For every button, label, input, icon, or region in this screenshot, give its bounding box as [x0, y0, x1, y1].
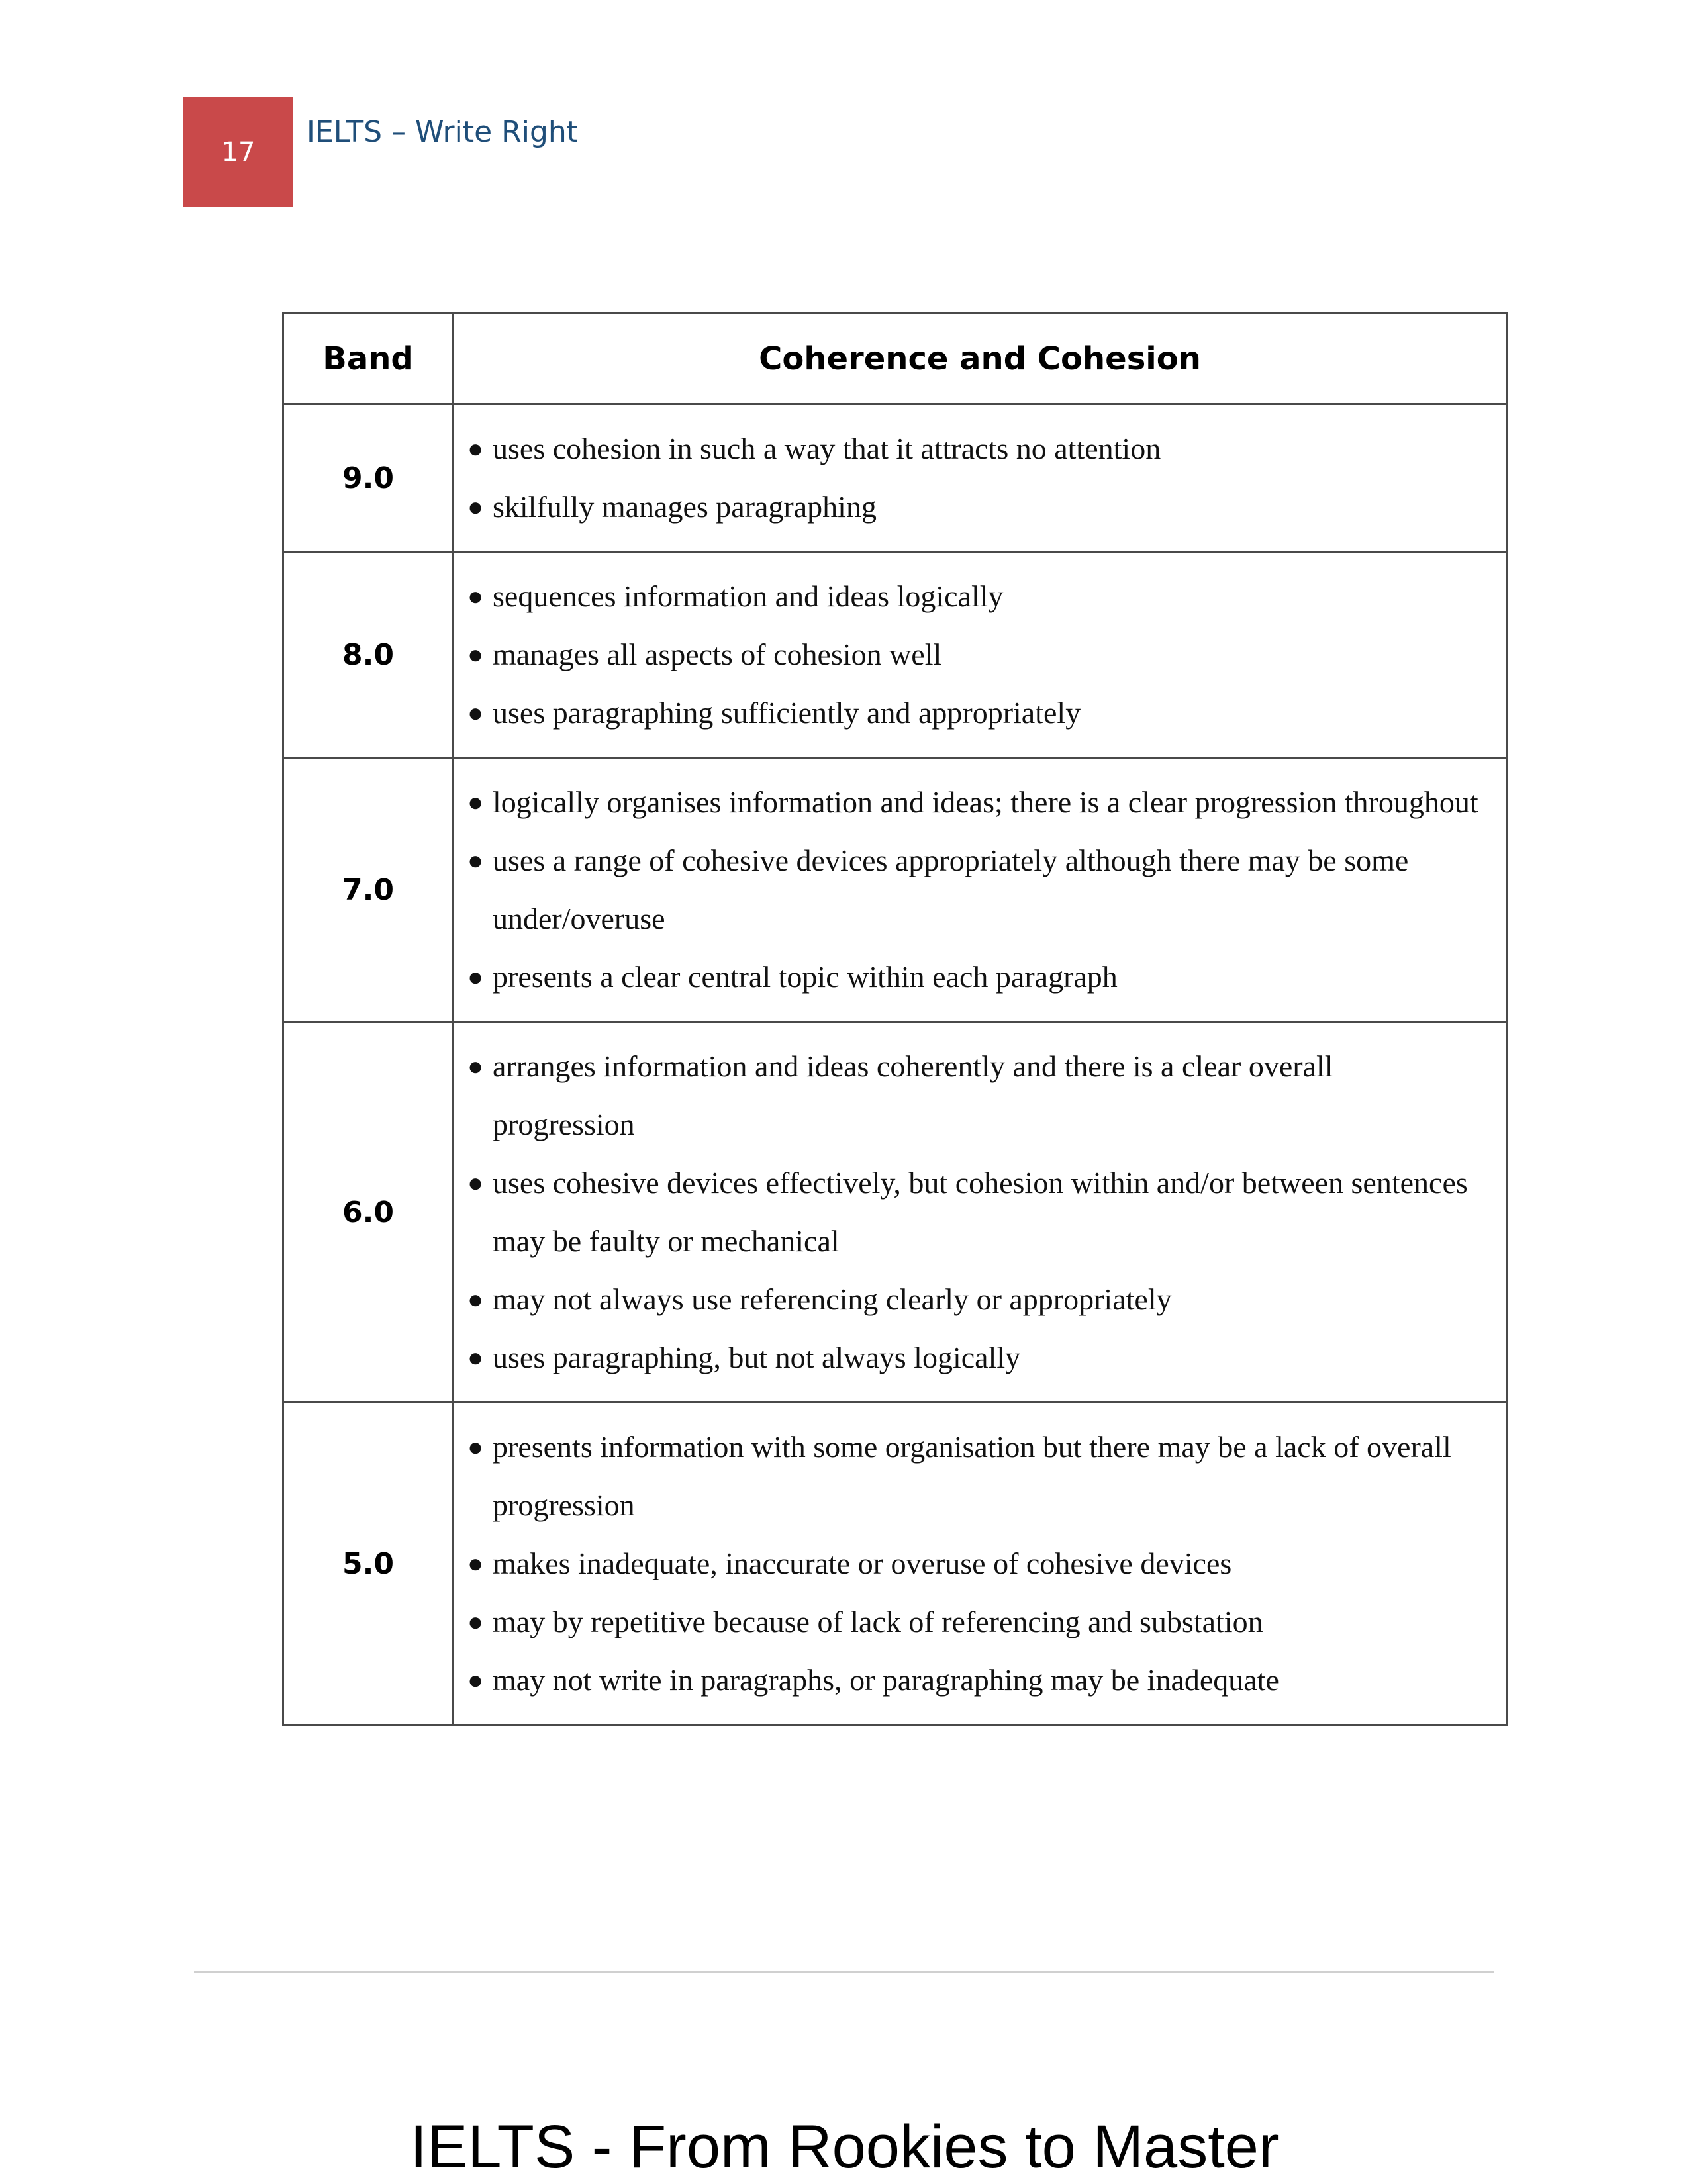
criterion-text: uses paragraphing sufficiently and appropriately: [493, 696, 1081, 730]
bullet-icon: ●: [467, 962, 484, 992]
page-number-badge: [183, 97, 293, 207]
bullet-icon: ●: [467, 492, 484, 522]
column-header-band: Band: [283, 313, 454, 404]
footer-divider: [194, 1971, 1494, 1973]
criterion-item: [467, 1593, 1479, 1651]
criterion-text: uses a range of cohesive devices appropriately although there may be some under/overuse: [493, 843, 1409, 935]
bullet-icon: ●: [467, 434, 484, 463]
criteria-list: [467, 1037, 1479, 1387]
bullet-icon: ●: [467, 1343, 484, 1372]
header-title: IELTS – Write Right: [307, 115, 579, 149]
table-row: [283, 758, 1507, 1022]
criterion-item: [467, 773, 1479, 831]
bullet-icon: ●: [467, 1548, 484, 1578]
criterion-text: logically organises information and ideas; there is a clear progression throughout: [493, 785, 1478, 819]
criterion-text: uses paragraphing, but not always logically: [493, 1341, 1021, 1374]
criterion-item: [467, 1154, 1479, 1270]
criterion-item: [467, 1418, 1479, 1535]
table-body: [283, 404, 1507, 1725]
bullet-icon: ●: [467, 1432, 484, 1462]
criterion-item: [467, 1270, 1479, 1329]
criterion-item: [467, 831, 1479, 948]
criterion-text: manages all aspects of cohesion well: [493, 638, 942, 671]
bullet-icon: ●: [467, 787, 484, 817]
bullet-icon: ●: [467, 845, 484, 875]
criterion-text: may not always use referencing clearly or appropriately: [493, 1282, 1172, 1316]
band-score: 5.0: [283, 1403, 454, 1725]
criterion-text: arranges information and ideas coherently and there is a clear overall progression: [493, 1049, 1333, 1141]
criteria-list: [467, 420, 1479, 536]
criterion-item: [467, 1651, 1479, 1709]
band-descriptor-table: [282, 312, 1508, 1726]
criterion-text: sequences information and ideas logically: [493, 579, 1004, 613]
criterion-text: may by repetitive because of lack of referencing and substation: [493, 1605, 1263, 1638]
criterion-item: [467, 626, 1479, 684]
bullet-icon: ●: [467, 1607, 484, 1637]
criterion-text: uses cohesion in such a way that it attracts no attention: [493, 432, 1161, 465]
criteria-cell: [454, 404, 1507, 552]
criteria-list: [467, 567, 1479, 742]
criterion-item: [467, 567, 1479, 626]
band-score: 8.0: [283, 552, 454, 758]
criteria-cell: [454, 758, 1507, 1022]
table-row: [283, 1403, 1507, 1725]
bullet-icon: ●: [467, 1665, 484, 1695]
bullet-icon: ●: [467, 1051, 484, 1081]
criterion-item: [467, 948, 1479, 1006]
table-row: [283, 1022, 1507, 1403]
bullet-icon: ●: [467, 1284, 484, 1314]
criteria-cell: [454, 1022, 1507, 1403]
criterion-text: skilfully manages paragraphing: [493, 490, 877, 524]
table-header-row: [283, 313, 1507, 404]
criterion-item: [467, 1535, 1479, 1593]
criterion-text: presents information with some organisation but there may be a lack of overall progression: [493, 1430, 1451, 1522]
band-score: 9.0: [283, 404, 454, 552]
bullet-icon: ●: [467, 640, 484, 669]
criterion-text: uses cohesive devices effectively, but cohesion within and/or between sentences may be faulty or mechanical: [493, 1166, 1468, 1258]
band-score: 7.0: [283, 758, 454, 1022]
criteria-list: [467, 1418, 1479, 1709]
criteria-cell: [454, 1403, 1507, 1725]
band-score: 6.0: [283, 1022, 454, 1403]
criteria-cell: [454, 552, 1507, 758]
criterion-item: [467, 478, 1479, 536]
criterion-text: may not write in paragraphs, or paragraphing may be inadequate: [493, 1663, 1279, 1697]
criterion-text: makes inadequate, inaccurate or overuse of cohesive devices: [493, 1546, 1232, 1580]
table-row: [283, 404, 1507, 552]
criteria-list: [467, 773, 1479, 1006]
table-row: [283, 552, 1507, 758]
criterion-text: presents a clear central topic within each paragraph: [493, 960, 1118, 994]
criterion-item: [467, 684, 1479, 742]
bullet-icon: ●: [467, 698, 484, 728]
criterion-item: [467, 1329, 1479, 1387]
footer-title: IELTS - From Rookies to Master: [410, 2113, 1279, 2181]
page-number: 17: [221, 136, 256, 167]
criterion-item: [467, 420, 1479, 478]
bullet-icon: ●: [467, 1168, 484, 1198]
criterion-item: [467, 1037, 1479, 1154]
column-header-criteria: Coherence and Cohesion: [454, 313, 1507, 404]
bullet-icon: ●: [467, 581, 484, 611]
